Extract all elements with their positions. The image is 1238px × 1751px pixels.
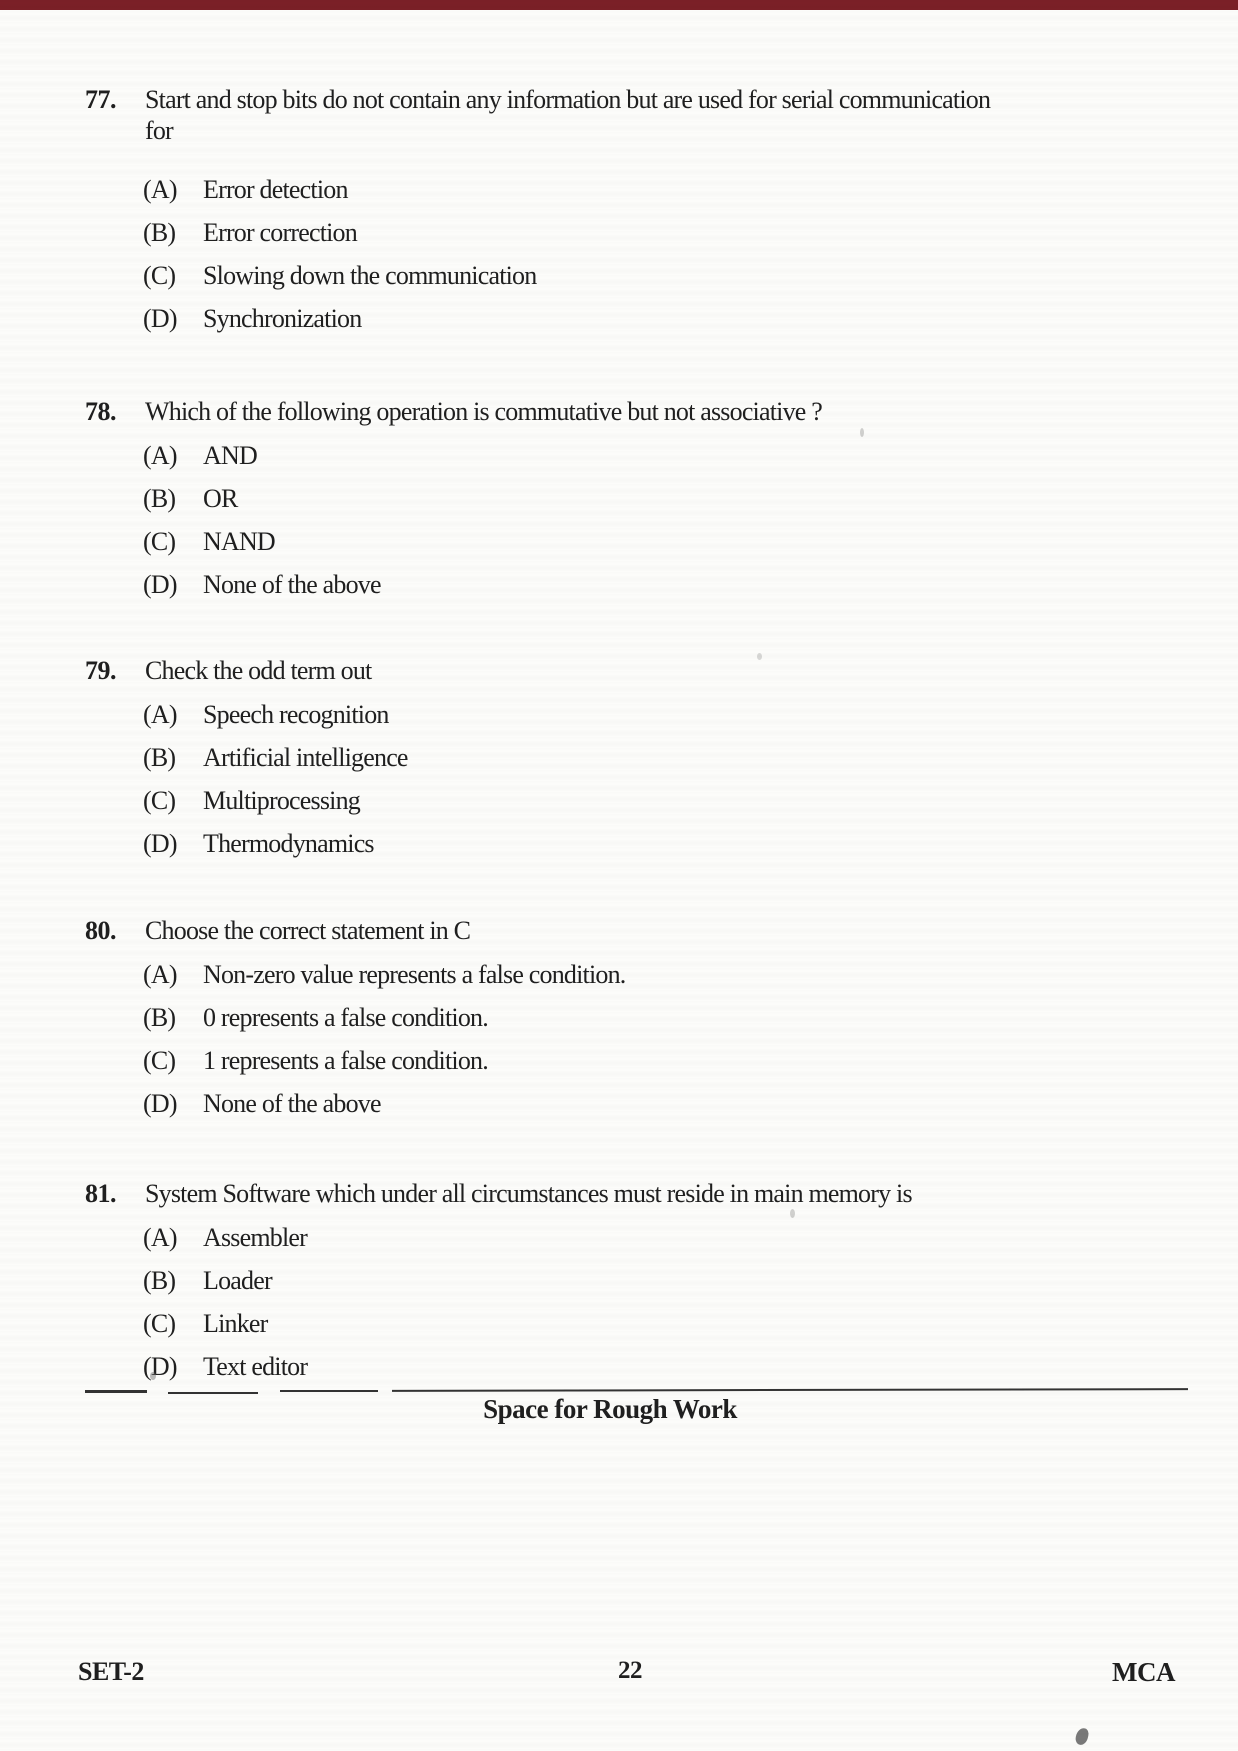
options-list (143, 699, 1188, 859)
option-text: Synchronization (203, 304, 362, 333)
option-letter: (A) (143, 1223, 177, 1252)
option-letter: (B) (143, 743, 176, 772)
scan-speck (860, 428, 864, 437)
option-letter: (D) (143, 1089, 177, 1118)
option-text: Loader (203, 1266, 272, 1295)
option-row (143, 1308, 1188, 1339)
option-text: Error correction (203, 218, 357, 247)
option-row (143, 174, 1188, 205)
option-text: Linker (203, 1309, 268, 1338)
option-letter: (C) (143, 1046, 176, 1075)
question-77 (85, 84, 1188, 346)
question-number: 77. (85, 85, 116, 114)
scan-speck (150, 1372, 156, 1380)
option-row (143, 959, 1188, 990)
option-row (143, 1351, 1188, 1382)
option-row (143, 1088, 1188, 1119)
option-text: 0 represents a false condition. (203, 1003, 488, 1032)
divider-segment (280, 1390, 378, 1392)
option-letter: (D) (143, 829, 177, 858)
option-text: AND (203, 441, 257, 470)
option-row (143, 569, 1188, 600)
option-text: None of the above (203, 570, 381, 599)
footer-page-number: 22 (618, 1657, 642, 1684)
question-text-line1: Start and stop bits do not contain any information but are used for serial communication (145, 85, 991, 114)
question-text: System Software which under all circumstances must reside in main memory is (145, 1179, 912, 1208)
option-text: Error detection (203, 175, 348, 204)
option-text: Artificial intelligence (203, 743, 408, 772)
option-letter: (B) (143, 484, 176, 513)
option-text: Non-zero value represents a false condition. (203, 960, 626, 989)
question-text-line2: for (145, 116, 173, 145)
question-number: 80. (85, 916, 116, 945)
scan-speck (757, 653, 762, 660)
rough-work-label: Space for Rough Work (483, 1394, 737, 1424)
option-text: Multiprocessing (203, 786, 360, 815)
question-number: 79. (85, 656, 116, 685)
option-row (143, 483, 1188, 514)
question-text: Choose the correct statement in C (145, 916, 471, 945)
option-text: 1 represents a false condition. (203, 1046, 488, 1075)
question-number: 81. (85, 1179, 116, 1208)
option-letter: (A) (143, 441, 177, 470)
option-text: Text editor (203, 1352, 308, 1381)
option-row (143, 217, 1188, 248)
options-list (143, 1222, 1188, 1382)
question-80 (85, 915, 1188, 1131)
option-letter: (D) (143, 304, 177, 333)
option-row (143, 1002, 1188, 1033)
option-row (143, 260, 1188, 291)
option-text: OR (203, 484, 238, 513)
option-row (143, 1045, 1188, 1076)
option-letter: (A) (143, 700, 177, 729)
question-text: Check the odd term out (145, 656, 372, 685)
option-letter: (B) (143, 1003, 176, 1032)
question-78 (85, 396, 1188, 612)
footer-paper-code: MCA (1112, 1657, 1175, 1687)
option-letter: (C) (143, 1309, 176, 1338)
option-letter: (A) (143, 175, 177, 204)
option-text: NAND (203, 527, 275, 556)
option-text: None of the above (203, 1089, 381, 1118)
option-text: Thermodynamics (203, 829, 374, 858)
ink-mark (1074, 1727, 1089, 1746)
option-letter: (D) (143, 1352, 177, 1381)
option-letter: (C) (143, 261, 176, 290)
option-letter: (B) (143, 1266, 176, 1295)
footer-set-code: SET-2 (78, 1657, 144, 1686)
option-text: Assembler (203, 1223, 307, 1252)
divider-segment (85, 1390, 147, 1393)
option-letter: (B) (143, 218, 176, 247)
option-row (143, 785, 1188, 816)
option-row (143, 828, 1188, 859)
scan-speck (790, 1209, 795, 1218)
option-text: Speech recognition (203, 700, 389, 729)
option-row (143, 1222, 1188, 1253)
option-letter: (C) (143, 786, 176, 815)
option-row (143, 303, 1188, 334)
options-list (143, 174, 1188, 334)
options-list (143, 959, 1188, 1119)
option-letter: (A) (143, 960, 177, 989)
options-list (143, 440, 1188, 600)
option-row (143, 440, 1188, 471)
option-text: Slowing down the communication (203, 261, 537, 290)
question-number: 78. (85, 397, 116, 426)
question-81 (85, 1178, 1188, 1394)
option-row (143, 1265, 1188, 1296)
question-text: Which of the following operation is commutative but not associative ? (145, 397, 822, 426)
question-79 (85, 655, 1188, 871)
option-row (143, 742, 1188, 773)
option-row (143, 699, 1188, 730)
option-letter: (C) (143, 527, 176, 556)
option-row (143, 526, 1188, 557)
option-letter: (D) (143, 570, 177, 599)
